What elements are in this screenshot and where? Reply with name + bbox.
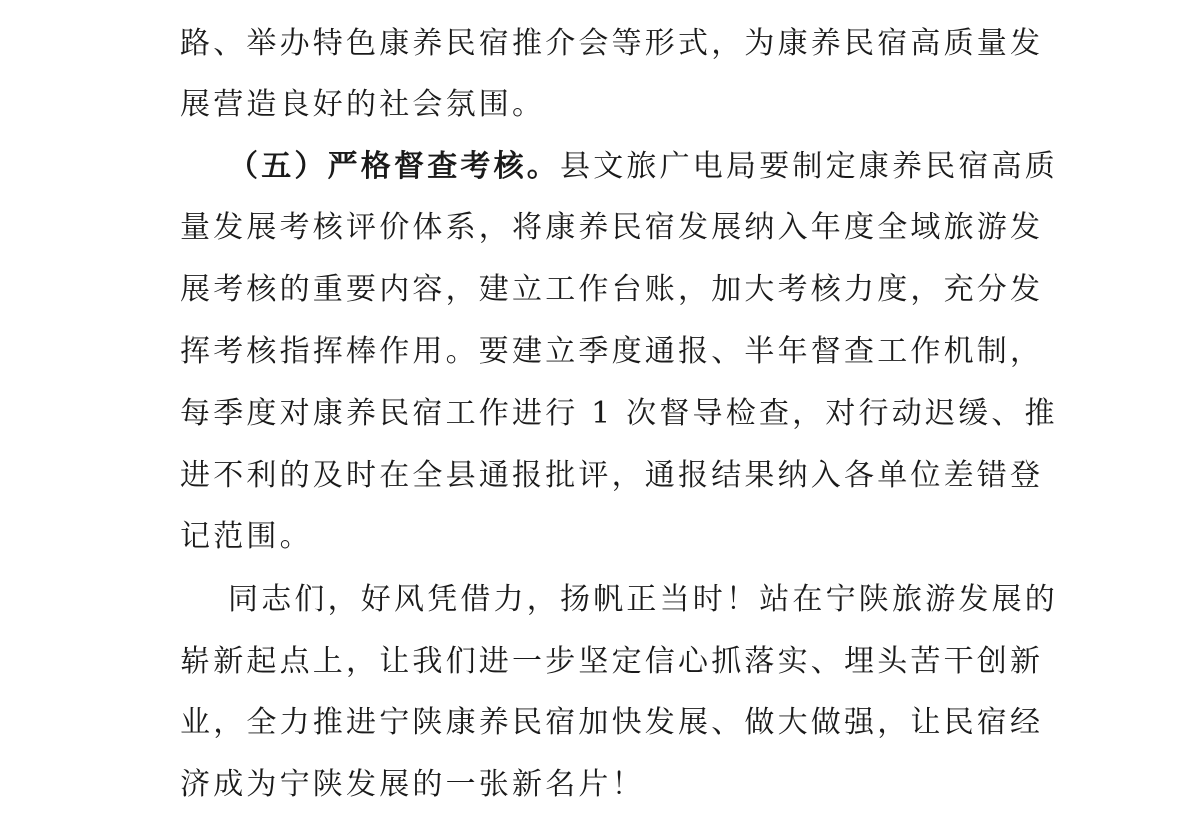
section-first-line-text: 县文旅广电局要制定康养民宿高质	[560, 149, 1058, 184]
text-line: 量发展考核评价体系，将康养民宿发展纳入年度全域旅游发	[180, 210, 1044, 245]
section-heading: （五）严格督查考核。	[228, 149, 560, 184]
text-line: 进不利的及时在全县通报批评，通报结果纳入各单位差错登	[180, 458, 1044, 493]
text-line: 崭新起点上，让我们进一步坚定信心抓落实、埋头苦干创新	[180, 644, 1044, 679]
text-line: 每季度对康养民宿工作进行 1 次督导检查，对行动迟缓、推	[180, 396, 1058, 431]
text-line: 济成为宁陕发展的一张新名片！	[180, 767, 645, 802]
text-line: 业，全力推进宁陕康养民宿加快发展、做大做强，让民宿经	[180, 705, 1044, 740]
text-line: 展营造良好的社会氛围。	[180, 87, 546, 122]
text-line: 记范围。	[180, 519, 313, 554]
text-line: 挥考核指挥棒作用。要建立季度通报、半年督查工作机制，	[180, 334, 1044, 369]
text-line: 路、举办特色康养民宿推介会等形式，为康养民宿高质量发	[180, 26, 1044, 61]
text-line: 展考核的重要内容，建立工作台账，加大考核力度，充分发	[180, 272, 1044, 307]
paragraph-first-line: 同志们，好风凭借力，扬帆正当时！站在宁陕旅游发展的	[228, 582, 1058, 617]
section-first-line	[228, 147, 1058, 187]
